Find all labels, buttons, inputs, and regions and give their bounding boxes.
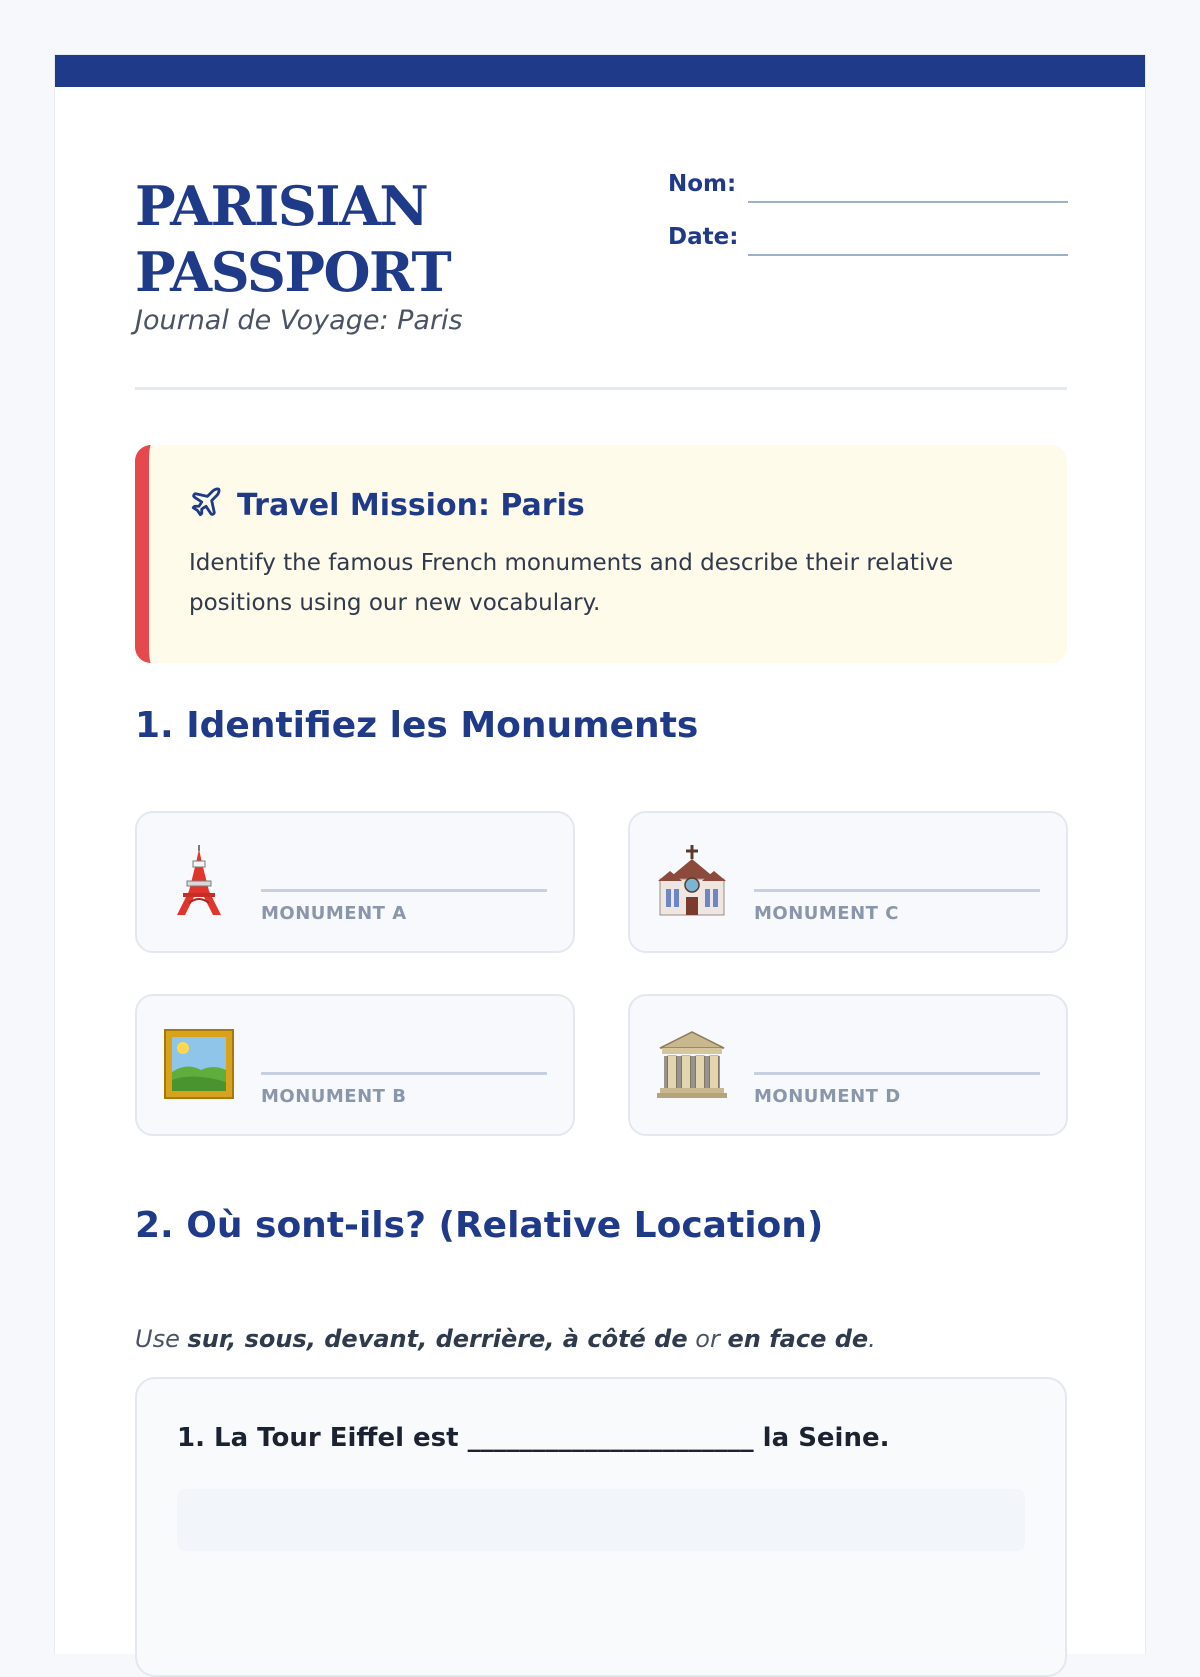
mission-heading [189,485,585,527]
monument-a-answer-line[interactable] [261,889,547,892]
section-1-title: 1. Identifiez les Monuments [135,705,699,746]
instructions-end: . [868,1325,876,1353]
mission-description: Identify the famous French monuments and describe their relative positions using our new vocabulary. [189,550,954,616]
question-card-1 [135,1377,1067,1677]
instructions-or: or [695,1325,720,1353]
page-subtitle: Journal de Voyage: Paris [135,305,463,336]
name-field-line[interactable] [748,201,1068,203]
mission-title: Travel Mission: Paris [237,488,585,523]
monument-c-label: MONUMENT C [754,903,899,924]
question-1-answer-area[interactable] [177,1489,1025,1551]
cathedral-icon [656,845,728,919]
monument-card-a [135,811,575,953]
worksheet-page [54,54,1146,1654]
instructions-words-2: en face de [727,1325,869,1353]
classical-building-icon [656,1028,728,1102]
monument-b-answer-line[interactable] [261,1072,547,1075]
page-title: PARISIAN PASSPORT [135,174,451,304]
date-field-label: Date: [668,224,739,250]
instructions-use: Use [135,1325,180,1353]
mission-callout [135,445,1067,663]
section-2-instructions [135,1325,876,1353]
top-accent-bar [55,55,1145,87]
instructions-words-1: sur, sous, devant, derrière, à côté de [187,1325,688,1353]
framed-painting-icon [163,1028,235,1102]
eiffel-tower-icon [163,845,235,919]
monument-card-c [628,811,1068,953]
monument-d-answer-line[interactable] [754,1072,1040,1075]
date-field[interactable] [668,218,1068,258]
date-field-line[interactable] [748,254,1068,256]
question-1-text: 1. La Tour Eiffel est ______________________ la Seine. [177,1423,890,1453]
name-field-label: Nom: [668,171,737,197]
monument-b-label: MONUMENT B [261,1086,407,1107]
section-2-title: 2. Où sont-ils? (Relative Location) [135,1205,824,1246]
header-divider [135,387,1067,390]
monument-card-b [135,994,575,1136]
airplane-icon [189,485,223,527]
monument-card-d [628,994,1068,1136]
name-field[interactable] [668,165,1068,205]
monument-a-label: MONUMENT A [261,903,407,924]
monument-c-answer-line[interactable] [754,889,1040,892]
monument-d-label: MONUMENT D [754,1086,901,1107]
